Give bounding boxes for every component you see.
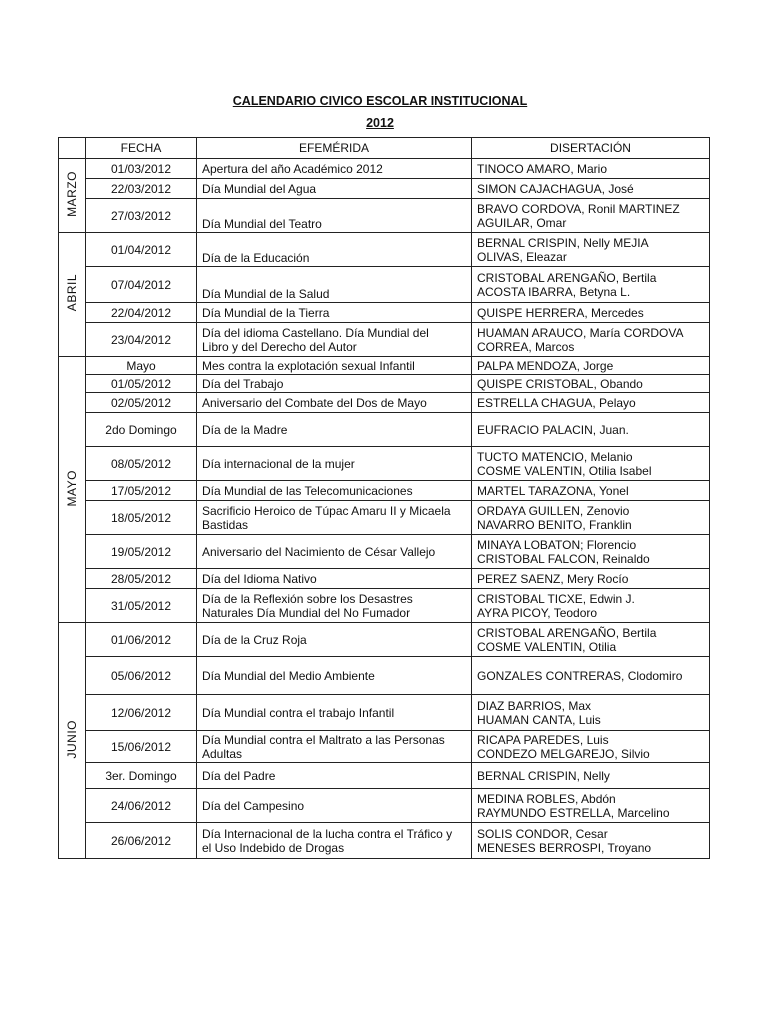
table-row bbox=[59, 501, 710, 535]
disertacion-line: TINOCO AMARO, Mario bbox=[477, 161, 608, 176]
month-name: ABRIL bbox=[65, 274, 79, 312]
disertacion-line: AYRA PICOY, Teodoro bbox=[477, 605, 598, 620]
efemeride-line: Bastidas bbox=[202, 517, 249, 532]
fecha-cell: 28/05/2012 bbox=[86, 569, 197, 589]
header-efemeride: EFEMÉRIDA bbox=[197, 138, 472, 159]
fecha-cell: 12/06/2012 bbox=[86, 695, 197, 731]
efemeride-line: Día del Campesino bbox=[202, 798, 305, 813]
table-header-row bbox=[59, 138, 710, 159]
fecha-cell: 01/06/2012 bbox=[86, 623, 197, 657]
efemeride-line: Aniversario del Combate del Dos de Mayo bbox=[202, 395, 427, 410]
disertacion-line: BRAVO CORDOVA, Ronil MARTINEZ bbox=[477, 201, 680, 216]
efemeride-line: Libro y del Derecho del Autor bbox=[202, 339, 357, 354]
table-row bbox=[59, 569, 710, 589]
month-name: JUNIO bbox=[65, 719, 79, 759]
efemeride-cell bbox=[197, 267, 472, 303]
efemeride-cell bbox=[197, 233, 472, 267]
disertacion-line: BERNAL CRISPIN, Nelly bbox=[477, 768, 610, 783]
fecha-cell: Mayo bbox=[86, 357, 197, 375]
efemeride-line: Día de la Educación bbox=[202, 251, 310, 265]
disertacion-cell bbox=[472, 267, 710, 303]
disertacion-line: ORDAYA GUILLEN, Zenovio bbox=[477, 503, 630, 518]
month-label-abril bbox=[59, 233, 86, 357]
header-fecha: FECHA bbox=[86, 138, 197, 159]
disertacion-line: COSME VALENTIN, Otilia bbox=[477, 639, 617, 654]
fecha-cell: 15/06/2012 bbox=[86, 731, 197, 763]
table-row bbox=[59, 657, 710, 695]
disertacion-line: MINAYA LOBATON; Florencio bbox=[477, 537, 637, 552]
disertacion-line: CRISTOBAL ARENGAÑO, Bertila bbox=[477, 270, 657, 285]
table-row bbox=[59, 393, 710, 413]
month-label-marzo bbox=[59, 159, 86, 233]
table-row bbox=[59, 199, 710, 233]
table-row bbox=[59, 763, 710, 789]
fecha-cell: 08/05/2012 bbox=[86, 447, 197, 481]
document-year: 2012 bbox=[366, 116, 394, 130]
fecha-cell: 18/05/2012 bbox=[86, 501, 197, 535]
month-label-junio bbox=[59, 623, 86, 859]
fecha-cell: 31/05/2012 bbox=[86, 589, 197, 623]
efemeride-cell bbox=[197, 823, 472, 859]
month-label-mayo bbox=[59, 357, 86, 623]
table-row bbox=[59, 179, 710, 199]
month-name: MARZO bbox=[65, 171, 79, 217]
disertacion-cell bbox=[472, 375, 710, 393]
efemeride-cell bbox=[197, 447, 472, 481]
efemeride-cell bbox=[197, 303, 472, 323]
disertacion-line: SOLIS CONDOR, Cesar bbox=[477, 826, 608, 841]
disertacion-line: ACOSTA IBARRA, Betyna L. bbox=[477, 284, 631, 299]
efemeride-cell bbox=[197, 159, 472, 179]
table-row bbox=[59, 823, 710, 859]
table-row bbox=[59, 481, 710, 501]
table-row bbox=[59, 375, 710, 393]
efemeride-cell bbox=[197, 375, 472, 393]
efemeride-line: Día Mundial contra el trabajo Infantil bbox=[202, 705, 395, 720]
table-row bbox=[59, 731, 710, 763]
disertacion-cell bbox=[472, 233, 710, 267]
disertacion-cell bbox=[472, 731, 710, 763]
fecha-cell: 27/03/2012 bbox=[86, 199, 197, 233]
fecha-cell: 26/06/2012 bbox=[86, 823, 197, 859]
efemeride-line: Día del Idioma Nativo bbox=[202, 571, 317, 586]
efemeride-line: Aniversario del Nacimiento de César Vallejo bbox=[202, 544, 436, 559]
disertacion-cell bbox=[472, 357, 710, 375]
disertacion-line: CORREA, Marcos bbox=[477, 339, 575, 354]
efemeride-line: el Uso Indebido de Drogas bbox=[202, 840, 345, 855]
disertacion-line: MARTEL TARAZONA, Yonel bbox=[477, 483, 629, 498]
efemeride-line: Día del idioma Castellano. Día Mundial del bbox=[202, 325, 429, 340]
table-row bbox=[59, 535, 710, 569]
disertacion-cell bbox=[472, 623, 710, 657]
table-row bbox=[59, 159, 710, 179]
disertacion-line: BERNAL CRISPIN, Nelly MEJIA bbox=[477, 235, 649, 250]
efemeride-line: Adultas bbox=[202, 746, 243, 761]
disertacion-cell bbox=[472, 413, 710, 447]
disertacion-line: RICAPA PAREDES, Luis bbox=[477, 732, 609, 747]
table-row bbox=[59, 695, 710, 731]
efemeride-cell bbox=[197, 569, 472, 589]
efemeride-line: Día Mundial contra el Maltrato a las Personas bbox=[202, 732, 445, 747]
document-title: CALENDARIO CIVICO ESCOLAR INSTITUCIONAL bbox=[232, 94, 528, 108]
disertacion-line: MENESES BERROSPI, Troyano bbox=[477, 840, 652, 855]
disertacion-line: HUAMAN CANTA, Luis bbox=[477, 712, 601, 727]
efemeride-line: Día del Trabajo bbox=[202, 376, 284, 391]
disertacion-cell bbox=[472, 535, 710, 569]
disertacion-cell bbox=[472, 763, 710, 789]
disertacion-cell bbox=[472, 159, 710, 179]
efemeride-line: Día Mundial de la Tierra bbox=[202, 305, 330, 320]
month-name: MAYO bbox=[65, 469, 79, 507]
disertacion-cell bbox=[472, 569, 710, 589]
disertacion-line: QUISPE HERRERA, Mercedes bbox=[477, 305, 644, 320]
efemeride-line: Mes contra la explotación sexual Infantil bbox=[202, 358, 415, 373]
disertacion-cell bbox=[472, 179, 710, 199]
disertacion-cell bbox=[472, 589, 710, 623]
table-body bbox=[59, 159, 710, 859]
disertacion-line: SIMON CAJACHAGUA, José bbox=[477, 181, 634, 196]
efemeride-line: Día de la Cruz Roja bbox=[202, 632, 307, 647]
disertacion-line: GONZALES CONTRERAS, Clodomiro bbox=[477, 668, 683, 683]
disertacion-line: TUCTO MATENCIO, Melanio bbox=[477, 449, 633, 464]
disertacion-line: CRISTOBAL FALCON, Reinaldo bbox=[477, 551, 650, 566]
efemeride-line: Día Mundial del Medio Ambiente bbox=[202, 668, 375, 683]
disertacion-cell bbox=[472, 657, 710, 695]
disertacion-line: ESTRELLA CHAGUA, Pelayo bbox=[477, 395, 636, 410]
efemeride-cell bbox=[197, 179, 472, 199]
fecha-cell: 05/06/2012 bbox=[86, 657, 197, 695]
disertacion-cell bbox=[472, 393, 710, 413]
efemeride-line: Día del Padre bbox=[202, 768, 276, 783]
disertacion-line: CRISTOBAL TICXE, Edwin J. bbox=[477, 591, 635, 606]
efemeride-line: Día internacional de la mujer bbox=[202, 456, 355, 471]
disertacion-line: MEDINA ROBLES, Abdón bbox=[477, 791, 616, 806]
disertacion-line: COSME VALENTIN, Otilia Isabel bbox=[477, 463, 652, 478]
table-row bbox=[59, 323, 710, 357]
disertacion-line: NAVARRO BENITO, Franklin bbox=[477, 517, 632, 532]
efemeride-cell bbox=[197, 323, 472, 357]
efemeride-line: Sacrificio Heroico de Túpac Amaru II y Micaela bbox=[202, 503, 451, 518]
fecha-cell: 17/05/2012 bbox=[86, 481, 197, 501]
disertacion-line: CRISTOBAL ARENGAÑO, Bertila bbox=[477, 625, 657, 640]
table-row bbox=[59, 447, 710, 481]
disertacion-line: DIAZ BARRIOS, Max bbox=[477, 698, 592, 713]
disertacion-line: CONDEZO MELGAREJO, Silvio bbox=[477, 746, 650, 761]
disertacion-line: OLIVAS, Eleazar bbox=[477, 249, 567, 264]
fecha-cell: 19/05/2012 bbox=[86, 535, 197, 569]
fecha-cell: 01/03/2012 bbox=[86, 159, 197, 179]
disertacion-cell bbox=[472, 323, 710, 357]
disertacion-line: HUAMAN ARAUCO, María CORDOVA bbox=[477, 325, 684, 340]
efemeride-cell bbox=[197, 695, 472, 731]
disertacion-line: EUFRACIO PALACIN, Juan. bbox=[477, 422, 629, 437]
fecha-cell: 02/05/2012 bbox=[86, 393, 197, 413]
disertacion-cell bbox=[472, 303, 710, 323]
table-row bbox=[59, 413, 710, 447]
efemeride-line: Día Mundial del Teatro bbox=[202, 217, 322, 231]
fecha-cell: 2do Domingo bbox=[86, 413, 197, 447]
disertacion-cell bbox=[472, 823, 710, 859]
efemeride-cell bbox=[197, 623, 472, 657]
fecha-cell: 22/03/2012 bbox=[86, 179, 197, 199]
table-row bbox=[59, 267, 710, 303]
disertacion-cell bbox=[472, 501, 710, 535]
table-row bbox=[59, 357, 710, 375]
efemeride-line: Día Mundial del Agua bbox=[202, 181, 317, 196]
fecha-cell: 3er. Domingo bbox=[86, 763, 197, 789]
efemeride-cell bbox=[197, 393, 472, 413]
efemeride-line: Día Mundial de las Telecomunicaciones bbox=[202, 483, 413, 498]
disertacion-cell bbox=[472, 199, 710, 233]
efemeride-cell bbox=[197, 199, 472, 233]
efemeride-cell bbox=[197, 731, 472, 763]
fecha-cell: 23/04/2012 bbox=[86, 323, 197, 357]
header-disertacion: DISERTACIÓN bbox=[472, 138, 710, 159]
fecha-cell: 24/06/2012 bbox=[86, 789, 197, 823]
disertacion-line: PALPA MENDOZA, Jorge bbox=[477, 358, 614, 373]
efemeride-cell bbox=[197, 413, 472, 447]
table-row bbox=[59, 589, 710, 623]
efemeride-cell bbox=[197, 789, 472, 823]
disertacion-cell bbox=[472, 695, 710, 731]
fecha-cell: 07/04/2012 bbox=[86, 267, 197, 303]
disertacion-cell bbox=[472, 447, 710, 481]
efemeride-cell bbox=[197, 589, 472, 623]
efemeride-line: Día Mundial de la Salud bbox=[202, 287, 330, 301]
fecha-cell: 01/04/2012 bbox=[86, 233, 197, 267]
efemeride-line: Apertura del año Académico 2012 bbox=[202, 161, 383, 176]
efemeride-cell bbox=[197, 763, 472, 789]
disertacion-line: QUISPE CRISTOBAL, Obando bbox=[477, 376, 643, 391]
efemeride-line: Naturales Día Mundial del No Fumador bbox=[202, 605, 411, 620]
table-row bbox=[59, 789, 710, 823]
disertacion-line: PEREZ SAENZ, Mery Rocío bbox=[477, 571, 629, 586]
disertacion-line: RAYMUNDO ESTRELLA, Marcelino bbox=[477, 805, 670, 820]
efemeride-cell bbox=[197, 657, 472, 695]
efemeride-line: Día Internacional de la lucha contra el Tráfico y bbox=[202, 826, 453, 841]
table-row bbox=[59, 623, 710, 657]
disertacion-cell bbox=[472, 789, 710, 823]
efemeride-cell bbox=[197, 357, 472, 375]
disertacion-line: AGUILAR, Omar bbox=[477, 215, 567, 230]
efemeride-cell bbox=[197, 481, 472, 501]
civic-calendar-table bbox=[58, 137, 710, 859]
efemeride-cell bbox=[197, 501, 472, 535]
table-row bbox=[59, 233, 710, 267]
disertacion-cell bbox=[472, 481, 710, 501]
efemeride-cell bbox=[197, 535, 472, 569]
efemeride-line: Día de la Madre bbox=[202, 422, 288, 437]
fecha-cell: 01/05/2012 bbox=[86, 375, 197, 393]
header-month-blank bbox=[59, 138, 86, 159]
efemeride-line: Día de la Reflexión sobre los Desastres bbox=[202, 591, 413, 606]
table-row bbox=[59, 303, 710, 323]
fecha-cell: 22/04/2012 bbox=[86, 303, 197, 323]
